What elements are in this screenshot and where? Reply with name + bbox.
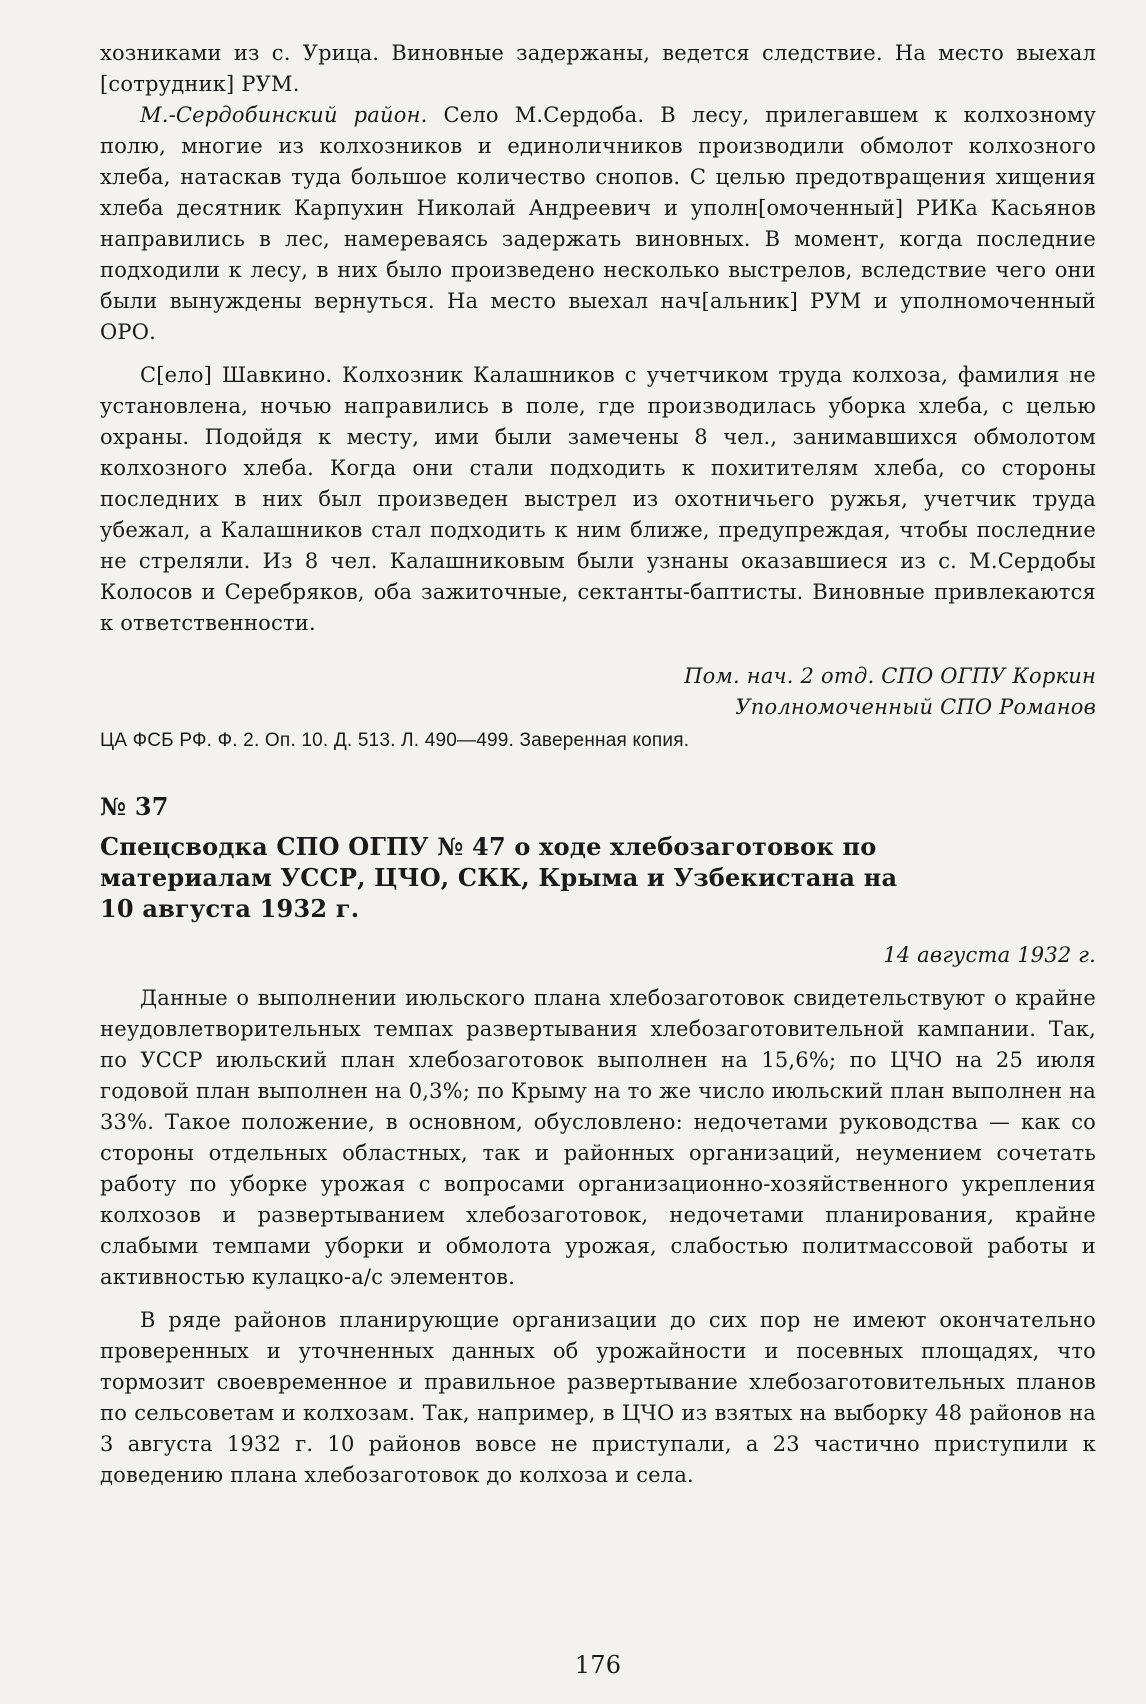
document-title: Спецсводка СПО ОГПУ № 47 о ходе хлебозаготовок по материалам УССР, ЦЧО, СКК, Крыма и Узбекистана на 10 августа 1932 г. bbox=[100, 832, 898, 923]
document-number: № 37 bbox=[100, 792, 169, 821]
paragraph-continuation: хозниками из с. Урица. Виновные задержаны, ведется следствие. На место выехал [сотрудник] РУМ. bbox=[100, 41, 1096, 96]
page-number: 176 bbox=[574, 1651, 622, 1679]
signature-romanov: Уполномоченный СПО Романов bbox=[735, 695, 1096, 719]
paragraph-plan-execution: Данные о выполнении июльского плана хлебозаготовок свидетельствуют о крайне неудовлетворительных темпах развертывания хлебозаготовительной кампании. Так, по УССР июльский план хлебозаготовок выполнен на 15,6%; по ЦЧО на 25 июля годовой план выполнен на 0,3%; по Крыму на то же число июльский план выполнен на 33%. Такое положение, в основном, обусловлено: недочетами руководства — как со стороны отдельных областных, так и районных организаций, неумением сочетать работу по уборке урожая с вопросами организационно-хозяйственного укрепления колхозов и развертыванием хлебозаготовок, недочетами планирования, крайне слабыми темпами уборки и обмолота урожая, слабостью политмассовой работы и активностью кулацко-а/с элементов. bbox=[100, 986, 1096, 1289]
archive-source: ЦА ФСБ РФ. Ф. 2. Оп. 10. Д. 513. Л. 490—499. Заверенная копия. bbox=[100, 730, 690, 751]
paragraph-serdobsk bbox=[100, 100, 1096, 348]
paragraph-planning-organizations: В ряде районов планирующие организации до сих пор не имеют окончательно проверенных и уточненных данных об урожайности и посевных площадях, что тормозит своевременное и правильное развертывание хлебозаготовительных планов по сельсоветам и колхозам. Так, например, в ЦЧО из взятых на выборку 48 районов на 3 августа 1932 г. 10 районов вовсе не приступали, а 23 частично приступили к доведению плана хлебозаготовок до колхоза и села. bbox=[100, 1308, 1096, 1487]
paragraph-serdobsk-text: Село М.Сердоба. В лесу, прилегавшем к колхозному полю, многие из колхозников и единоличников производили обмолот колхозного хлеба, натаскав туда большое количество снопов. С целью предотвращения хищения хлеба десятник Карпухин Николай Андреевич и уполн[омоченный] РИКа Касьянов направились в лес, намереваясь задержать виновных. В момент, когда последние подходили к лесу, в них было произведено несколько выстрелов, вследствие чего они были вынуждены вернуться. На место выехал нач[альник] РУМ и уполномоченный ОРО. bbox=[100, 103, 1096, 344]
document-body bbox=[100, 983, 1096, 1491]
document-date: 14 августа 1932 г. bbox=[883, 943, 1096, 967]
document-page bbox=[100, 38, 1096, 1678]
district-name: М.-Сердобинский район. bbox=[140, 103, 428, 127]
signature-korkin: Пом. нач. 2 отд. СПО ОГПУ Коркин bbox=[684, 664, 1096, 688]
signature-block bbox=[100, 661, 1096, 723]
paragraph-shavkino: С[ело] Шавкино. Колхозник Калашников с учетчиком труда колхоза, фамилия не установлена, ночью направились в поле, где производилась уборка хлеба, с целью охраны. Подойдя к месту, ими были замечены 8 чел., занимавшихся обмолотом колхозного хлеба. Когда они стали подходить к похитителям хлеба, со стороны последних в них был произведен выстрел из охотничьего ружья, учетчик труда убежал, а Калашников стал подходить к ним ближе, предупреждая, чтобы последние не стреляли. Из 8 чел. Калашниковым были узнаны оказавшиеся из с. М.Сердобы Колосов и Серебряков, оба зажиточные, сектанты-баптисты. Виновные привлекаются к ответственности. bbox=[100, 363, 1096, 635]
